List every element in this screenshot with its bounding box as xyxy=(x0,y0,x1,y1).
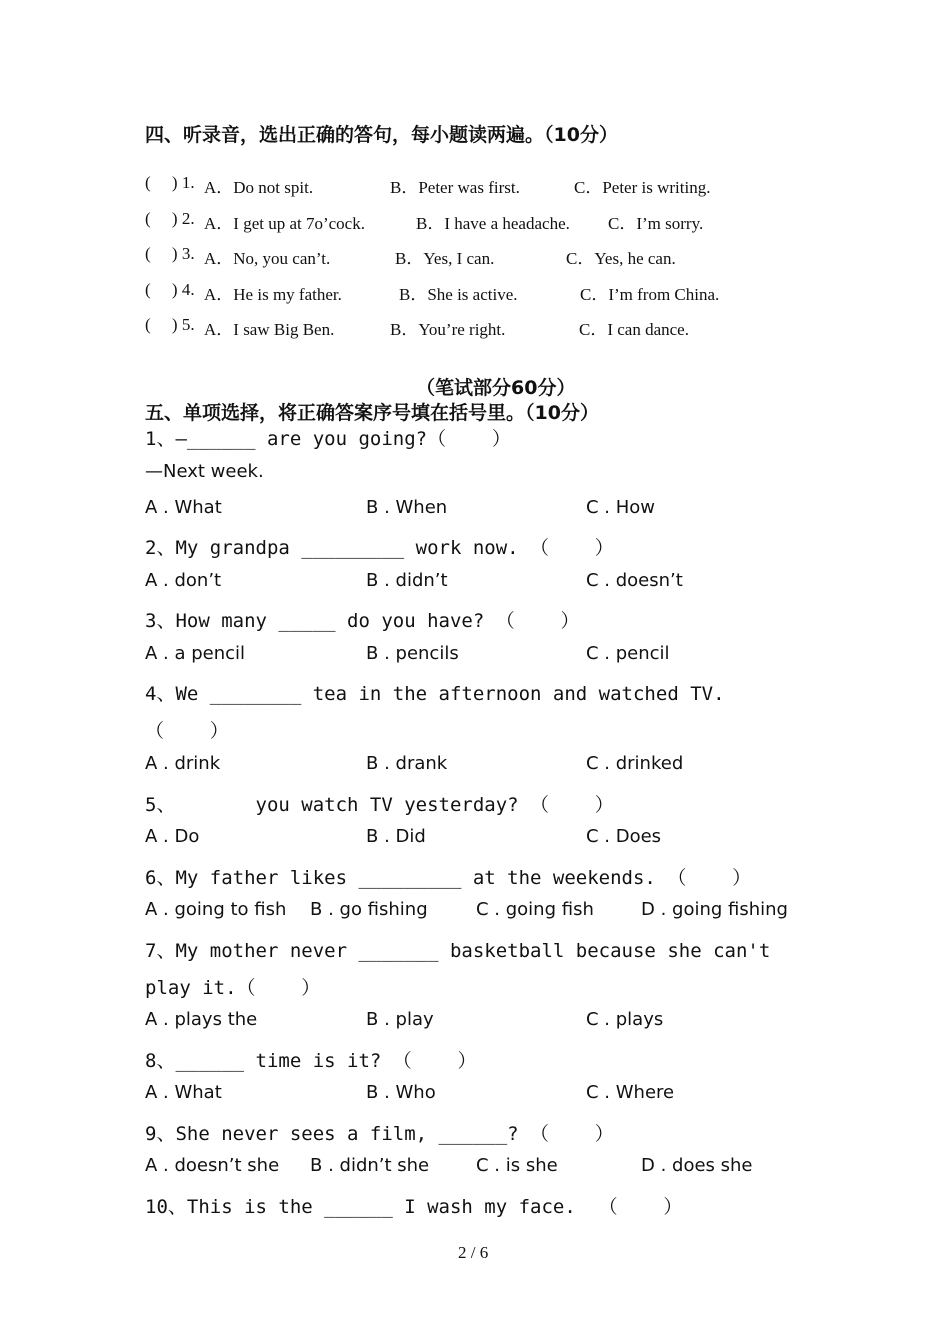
listening-item-3-a: A．No, you can’t. xyxy=(204,249,331,268)
q8-option-b: B . Who xyxy=(366,1082,436,1103)
section-4-title: 四、听录音，选出正确的答句，每小题读两遍。（10分） xyxy=(145,124,618,146)
q1-option-a: A . What xyxy=(145,497,222,518)
listening-item-1-a: A．Do not spit. xyxy=(204,178,314,197)
question-3: 3、How many _____ do you have? （ ） xyxy=(145,610,580,632)
question-4-answer-paren: （ ） xyxy=(145,720,229,742)
q2-option-a: A . don’t xyxy=(145,570,222,591)
q8-option-a: A . What xyxy=(145,1082,222,1103)
listening-item-3-prefix: ( ) 3. xyxy=(145,244,195,263)
written-part-heading: （笔试部分60分） xyxy=(416,377,576,399)
question-2: 2、My grandpa _________ work now. （ ） xyxy=(145,537,614,559)
section-5-title: 五、单项选择，将正确答案序号填在括号里。（10分） xyxy=(145,402,599,424)
q3-option-a: A . a pencil xyxy=(145,643,246,664)
q6-option-c: C . going fish xyxy=(476,899,594,920)
listening-item-4-prefix: ( ) 4. xyxy=(145,280,195,299)
listening-item-2-a: A．I get up at 7o’cock. xyxy=(204,214,365,233)
listening-item-5-b: B．You’re right. xyxy=(390,320,506,339)
q5-option-b: B . Did xyxy=(366,826,426,847)
question-5: 5、 you watch TV yesterday? （ ） xyxy=(145,794,614,816)
q3-option-c: C . pencil xyxy=(586,643,670,664)
q8-option-c: C . Where xyxy=(586,1082,675,1103)
q4-option-a: A . drink xyxy=(145,753,221,774)
listening-item-3-c: C．Yes, he can. xyxy=(566,249,676,268)
q5-option-c: C . Does xyxy=(586,826,662,847)
q6-option-d: D . going fishing xyxy=(641,899,788,920)
question-8: 8、______ time is it? （ ） xyxy=(145,1050,477,1072)
listening-item-4-b: B．She is active. xyxy=(399,285,518,304)
page-number: 2 / 6 xyxy=(458,1243,489,1262)
question-1-answer: —Next week. xyxy=(145,461,264,482)
question-4: 4、We ________ tea in the afternoon and watched TV. xyxy=(145,683,725,705)
q4-option-b: B . drank xyxy=(366,753,448,774)
listening-item-5-c: C．I can dance. xyxy=(579,320,689,339)
listening-item-3-b: B．Yes, I can. xyxy=(395,249,495,268)
listening-item-2-c: C．I’m sorry. xyxy=(608,214,704,233)
q9-option-a: A . doesn’t she xyxy=(145,1155,280,1176)
listening-item-1-prefix: ( ) 1. xyxy=(145,173,195,192)
listening-item-2-b: B．I have a headache. xyxy=(416,214,570,233)
q1-option-b: B . When xyxy=(366,497,448,518)
question-7: 7、My mother never _______ basketball because she can't xyxy=(145,940,771,962)
question-7-continued: play it.（ ） xyxy=(145,977,321,999)
listening-item-1-c: C．Peter is writing. xyxy=(574,178,711,197)
listening-item-1-b: B．Peter was first. xyxy=(390,178,520,197)
q7-option-b: B . play xyxy=(366,1009,434,1030)
listening-item-5-a: A．I saw Big Ben. xyxy=(204,320,335,339)
listening-item-4-a: A．He is my father. xyxy=(204,285,342,304)
question-10: 10、This is the ______ I wash my face. （ ） xyxy=(145,1196,683,1218)
listening-item-2-prefix: ( ) 2. xyxy=(145,209,195,228)
q6-option-a: A . going to fish xyxy=(145,899,287,920)
q7-option-a: A . plays the xyxy=(145,1009,258,1030)
question-9: 9、She never sees a film, ______? （ ） xyxy=(145,1123,614,1145)
question-1: 1、—______ are you going?（ ） xyxy=(145,428,511,450)
listening-item-5-prefix: ( ) 5. xyxy=(145,315,195,334)
q9-option-b: B . didn’t she xyxy=(310,1155,430,1176)
q5-option-a: A . Do xyxy=(145,826,200,847)
q2-option-b: B . didn’t xyxy=(366,570,448,591)
q9-option-d: D . does she xyxy=(641,1155,753,1176)
q7-option-c: C . plays xyxy=(586,1009,664,1030)
q4-option-c: C . drinked xyxy=(586,753,684,774)
question-6: 6、My father likes _________ at the weekends. （ ） xyxy=(145,867,752,889)
q9-option-c: C . is she xyxy=(476,1155,558,1176)
q1-option-c: C . How xyxy=(586,497,656,518)
q6-option-b: B . go fishing xyxy=(310,899,428,920)
q2-option-c: C . doesn’t xyxy=(586,570,683,591)
q3-option-b: B . pencils xyxy=(366,643,459,664)
listening-item-4-c: C．I’m from China. xyxy=(580,285,720,304)
